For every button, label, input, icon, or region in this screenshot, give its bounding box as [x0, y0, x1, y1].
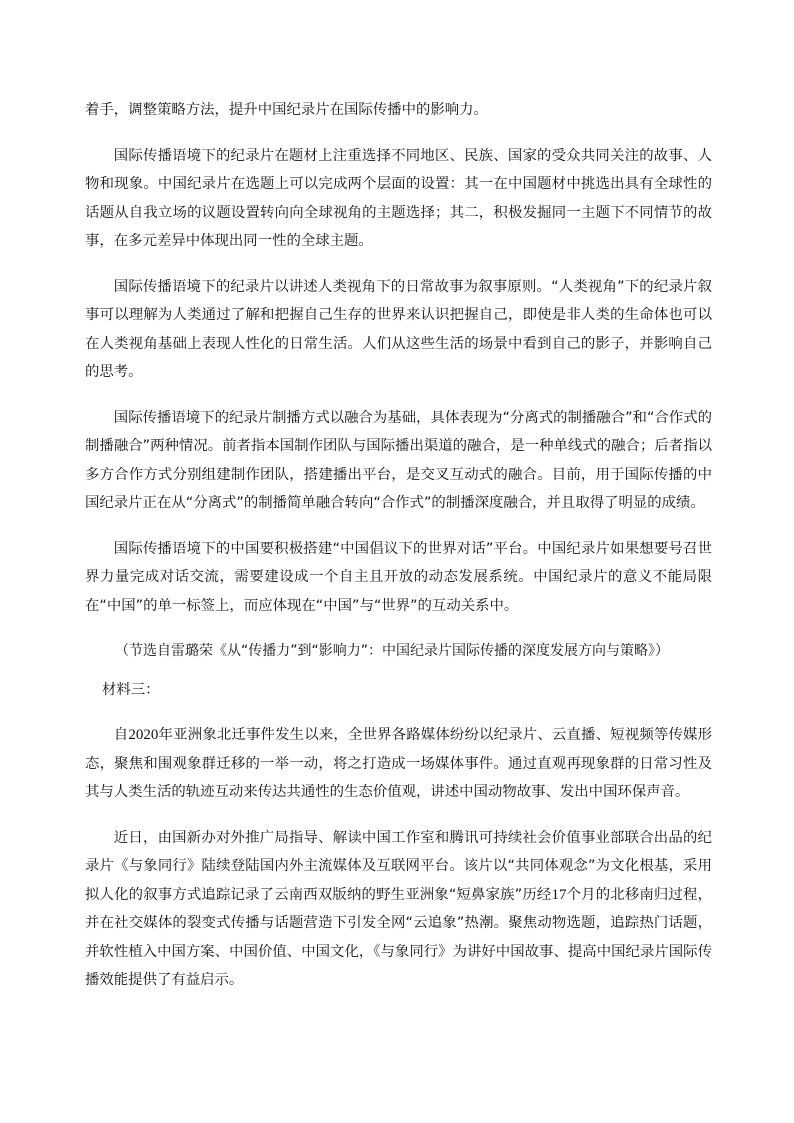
paragraph-topic-selection: 国际传播语境下的纪录片在题材上注重选择不同地区、民族、国家的受众共同关注的故事、人物和现象。中国纪录片在选题上可以完成两个层面的设置：其一在中国题材中挑选出具有全球性的话题从自我立场的议题设置转向向全球视角的主题选择；其二，积极发掘同一主题下不同情节的故事，在多元差异中体现出同一性的全球主题。	[85, 147, 712, 249]
material-three-paragraph-2	[85, 824, 712, 995]
material-three-months: 17	[551, 886, 567, 903]
source-citation: （节选自雷璐荣《从“传播力”到“影响力”：中国纪录片国际传播的深度发展方向与策略》）	[115, 643, 670, 659]
continuation-paragraph: 着手，调整策略方法，提升中国纪录片在国际传播中的影响力。	[85, 102, 488, 118]
material-three-p2-text-a: 近日，由国新办对外推广局指导、解读中国工作室和腾讯可持续社会价值事业部联合出品的纪录片《与象同行》陆续登陆国内外主流媒体及互联网平台。该片以“共同体观念”为文化根基，采用拟人化的叙事方式追踪记录了云南西双版纳的野生亚洲象“短鼻家族”历经	[85, 829, 712, 903]
paragraph-human-perspective: 国际传播语境下的纪录片以讲述人类视角下的日常故事为叙事原则。“人类视角”下的纪录片叙事可以理解为人类通过了解和把握自己生存的世界来认识把握自己，即使是非人类的生命体也可以在人类视角基础上表现人性化的日常生活。人们从这些生活的场景中看到自己的影子，并影响自己的思考。	[85, 278, 712, 380]
material-three-p1-text-a: 自	[113, 727, 129, 743]
material-three-p1-text-b: 年亚洲象北迁事件发生以来，全世界各路媒体纷纷以纪录片、云直播、短视频等传媒形态，聚焦和围观象群迁移的一举一动，将之打造成一场媒体事件。通过直观再现象群的日常习性及其与人类生活的轨迹互动来传达共通性的生态价值观，讲述中国动物故事、发出中国环保声音。	[85, 727, 712, 800]
material-three-p2-text-b: 个月的北移南归过程，并在社交媒体的裂变式传播与话题营造下引发全网“云追象”热潮。聚焦动物选题，追踪热门话题，并软性植入中国方案、中国价值、中国文化，《与象同行》为讲好中国故事、提高中国纪录片国际传播效能提供了有益启示。	[85, 886, 712, 988]
material-three-year: 2020	[128, 727, 159, 743]
paragraph-world-dialogue: 国际传播语境下的中国要积极搭建“中国倡议下的世界对话”平台。中国纪录片如果想要号召世界力量完成对话交流，需要建设成一个自主且开放的动态发展系统。中国纪录片的意义不能局限在“中国”的单一标签上，而应体现在“中国”与“世界”的互动关系中。	[85, 540, 712, 614]
material-three-label: 材料三：	[102, 682, 160, 698]
paragraph-production-fusion: 国际传播语境下的纪录片制播方式以融合为基础，具体表现为“分离式的制播融合”和“合作式的制播融合”两种情况。前者指本国制作团队与国际播出渠道的融合，是一种单线式的融合；后者指以多方合作方式分别组建制作团队，搭建播出平台，是交叉互动式的融合。目前，用于国际传播的中国纪录片正在从“分离式”的制播简单融合转向“合作式”的制播深度融合，并且取得了明显的成绩。	[85, 409, 712, 511]
material-three-paragraph-1	[85, 721, 712, 807]
